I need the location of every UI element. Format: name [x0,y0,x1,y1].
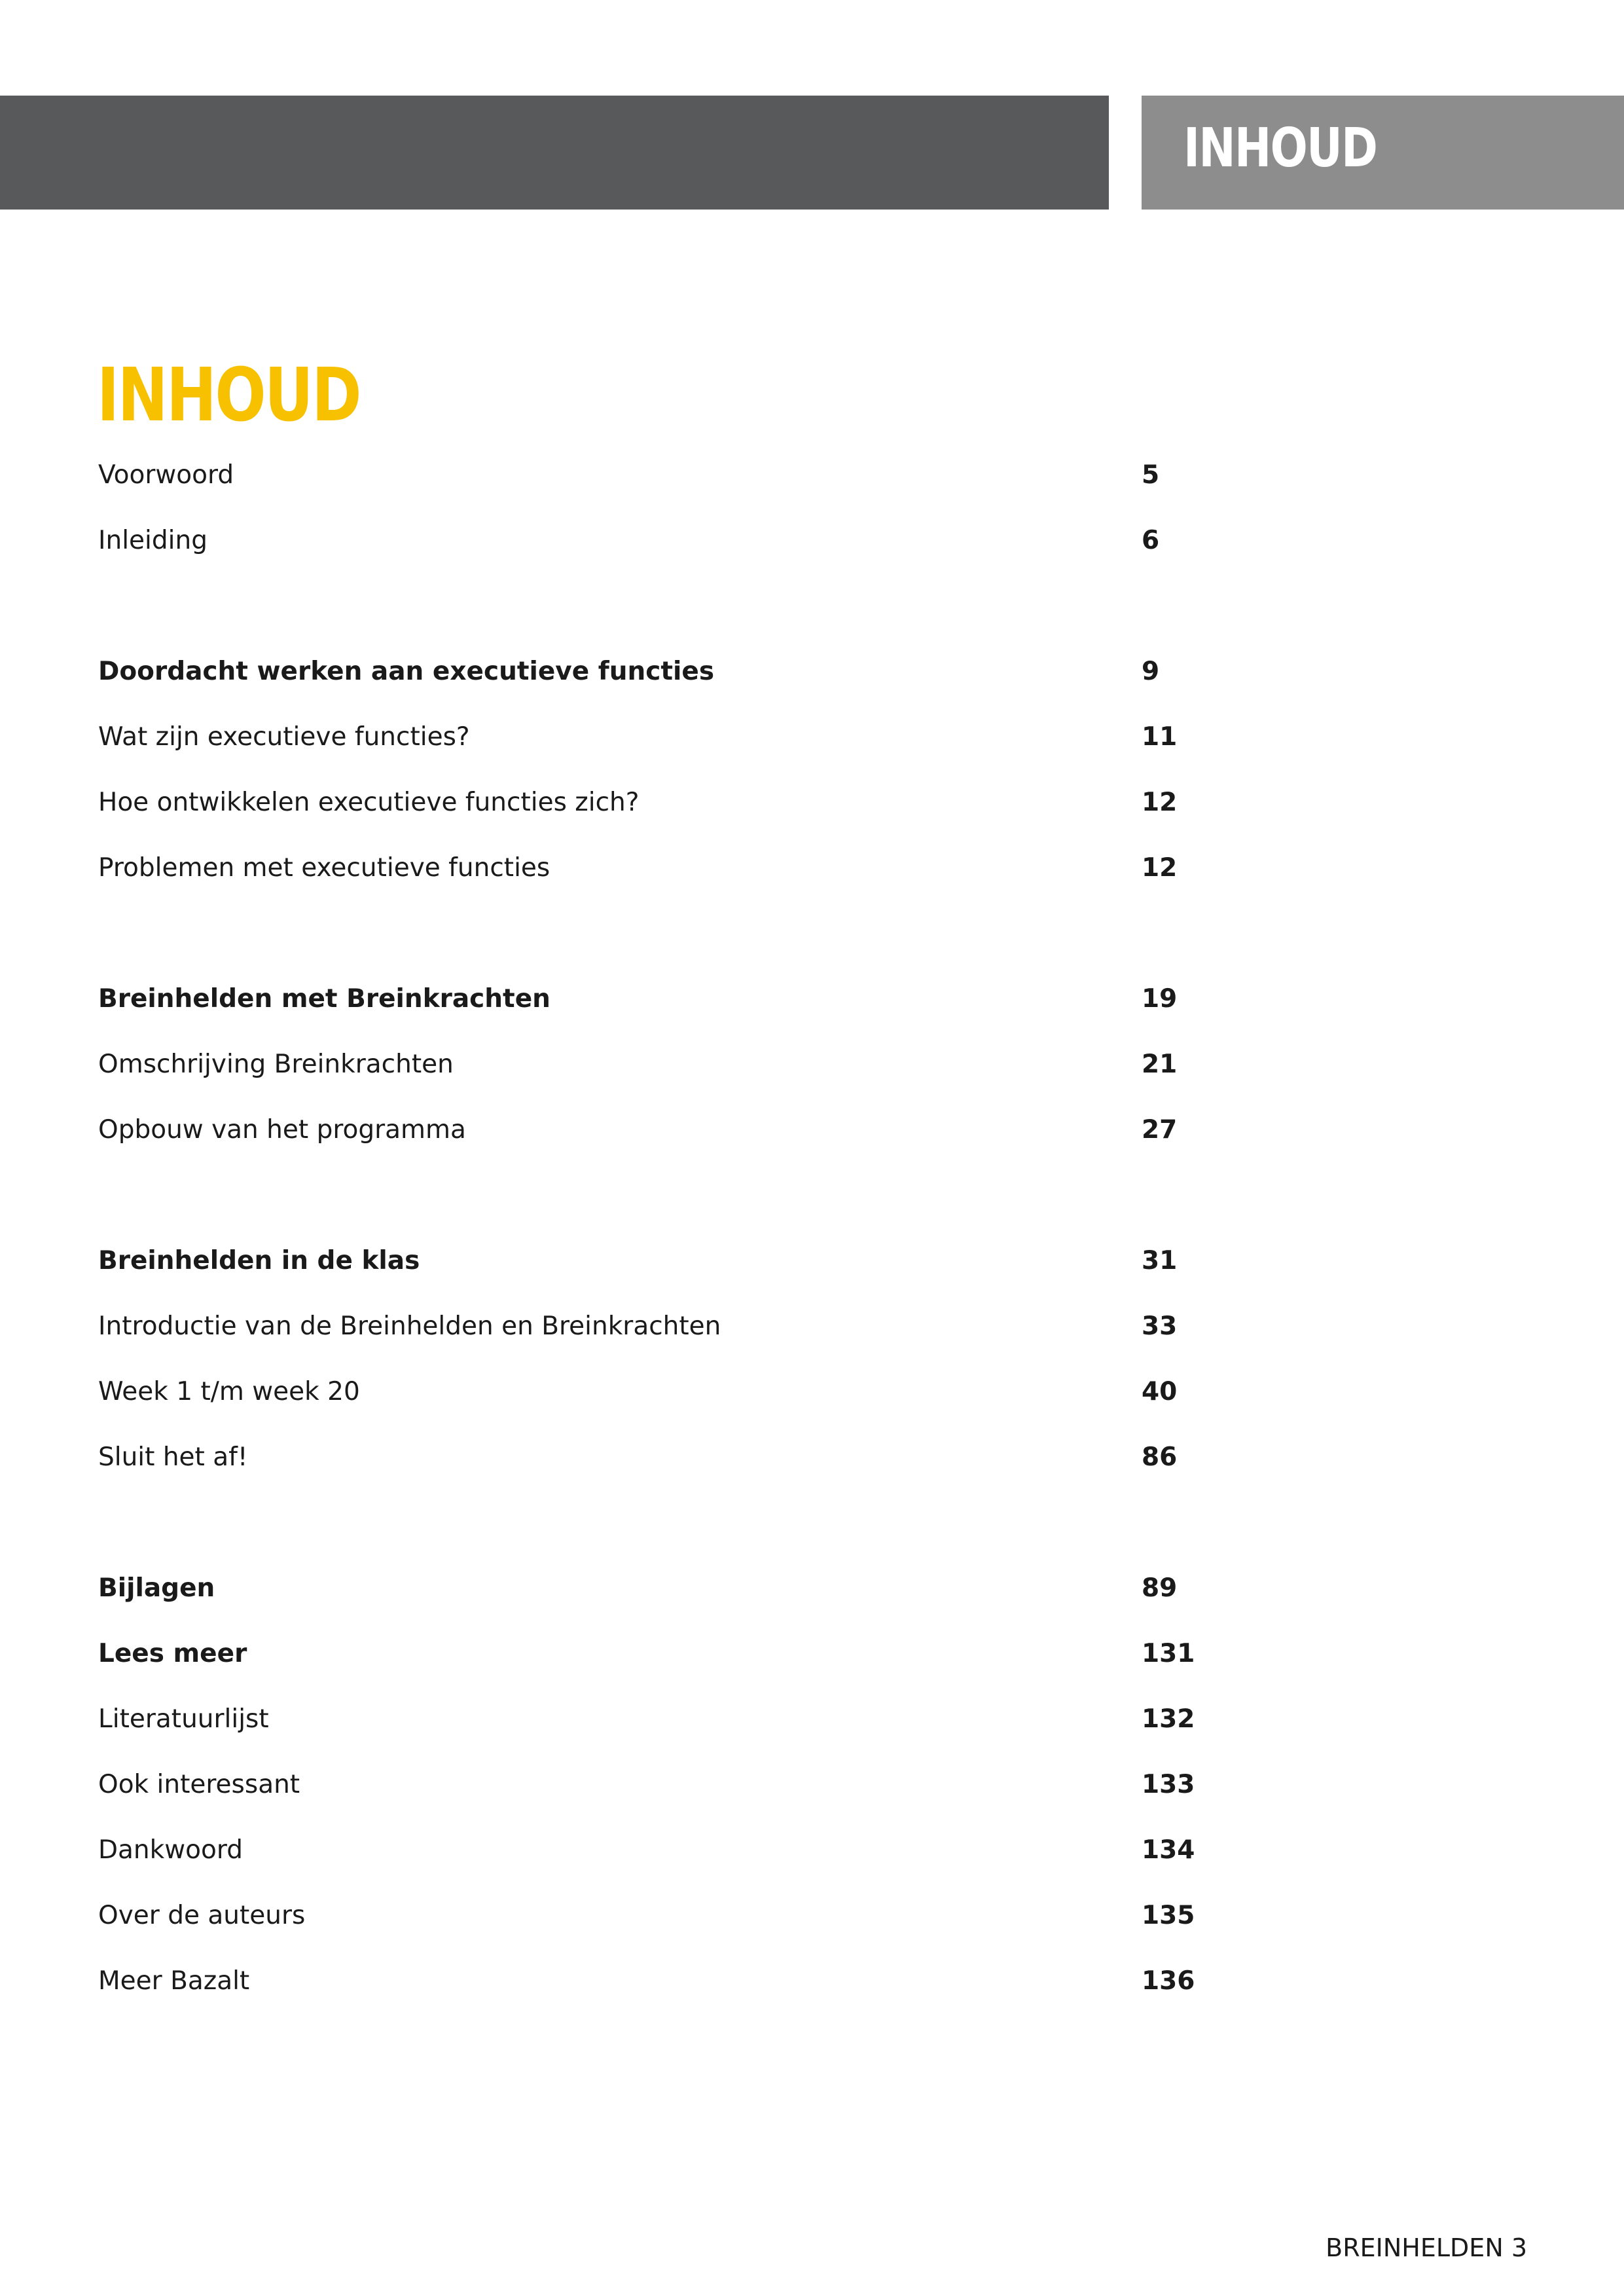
toc-entry-label: Problemen met executieve functies [98,853,550,883]
toc-entry [98,1569,1211,1608]
toc-entry-page-number: 135 [1142,1901,1195,1930]
header-title: INHOUD [1183,117,1377,179]
toc-entry [98,1045,1211,1084]
toc-entry [98,1438,1211,1477]
toc-entry-page-number: 11 [1142,722,1178,752]
toc-entry [98,849,1211,888]
toc-entry-page-number: 5 [1142,460,1160,490]
toc-entry [98,1896,1211,1935]
toc-entry-label: Opbouw van het programma [98,1115,466,1145]
toc-entry-page-number: 40 [1142,1377,1178,1406]
toc-entry-label: Sluit het af! [98,1442,248,1472]
toc-entry-page-number: 33 [1142,1312,1178,1341]
toc-entry [98,1700,1211,1739]
toc-entry-page-number: 134 [1142,1835,1195,1865]
toc-entry-label: Omschrijving Breinkrachten [98,1050,454,1079]
toc-entry-label: Meer Bazalt [98,1966,250,1996]
toc-entry [98,1831,1211,1870]
toc-entry-page-number: 19 [1142,984,1178,1014]
toc-entry-page-number: 86 [1142,1442,1178,1472]
toc-entry-page-number: 132 [1142,1704,1195,1734]
toc-entry [98,1307,1211,1346]
toc-entry-page-number: 31 [1142,1246,1178,1275]
toc-entry-page-number: 12 [1142,853,1178,883]
toc-entry-label: Dankwoord [98,1835,243,1865]
toc-entry-page-number: 6 [1142,526,1160,555]
header-bar-light [1142,96,1624,210]
toc-entry-label: Bijlagen [98,1573,215,1603]
toc-entry-page-number: 21 [1142,1050,1178,1079]
toc-entry-label: Over de auteurs [98,1901,306,1930]
toc-entry-label: Breinhelden in de klas [98,1246,420,1275]
toc-entry-label: Hoe ontwikkelen executieve functies zich? [98,788,640,817]
toc-entry [98,1110,1211,1150]
toc-entry-page-number: 133 [1142,1770,1195,1799]
toc-entry-label: Week 1 t/m week 20 [98,1377,360,1406]
toc-entry-label: Doordacht werken aan executieve functies [98,657,715,686]
toc-entry-page-number: 27 [1142,1115,1178,1145]
toc-entry-page-number: 89 [1142,1573,1178,1603]
toc-entry-label: Voorwoord [98,460,234,490]
toc-entry-label: Introductie van de Breinhelden en Breinkrachten [98,1312,721,1341]
toc-entry-label: Wat zijn executieve functies? [98,722,470,752]
toc-entry-label: Lees meer [98,1639,247,1668]
toc-entry [98,980,1211,1019]
toc-entry-page-number: 131 [1142,1639,1195,1668]
toc-entry [98,456,1211,495]
toc-entry-label: Inleiding [98,526,208,555]
page-footer: BREINHELDEN 3 [1326,2233,1527,2262]
header-bar-dark [0,96,1109,210]
toc-entry [98,521,1211,560]
toc-entry [98,1765,1211,1805]
toc-entry-label: Literatuurlijst [98,1704,269,1734]
page-title: INHOUD [97,353,361,438]
toc-entry-page-number: 136 [1142,1966,1195,1996]
toc-entry [98,718,1211,757]
toc-entry-label: Breinhelden met Breinkrachten [98,984,550,1014]
toc-entry [98,652,1211,691]
toc-entry [98,783,1211,822]
toc-entry-page-number: 12 [1142,788,1178,817]
toc-entry-page-number: 9 [1142,657,1160,686]
toc-entry [98,1962,1211,2001]
toc-entry [98,1241,1211,1281]
toc-entry-label: Ook interessant [98,1770,300,1799]
toc-entry [98,1634,1211,1674]
toc-entry [98,1372,1211,1412]
